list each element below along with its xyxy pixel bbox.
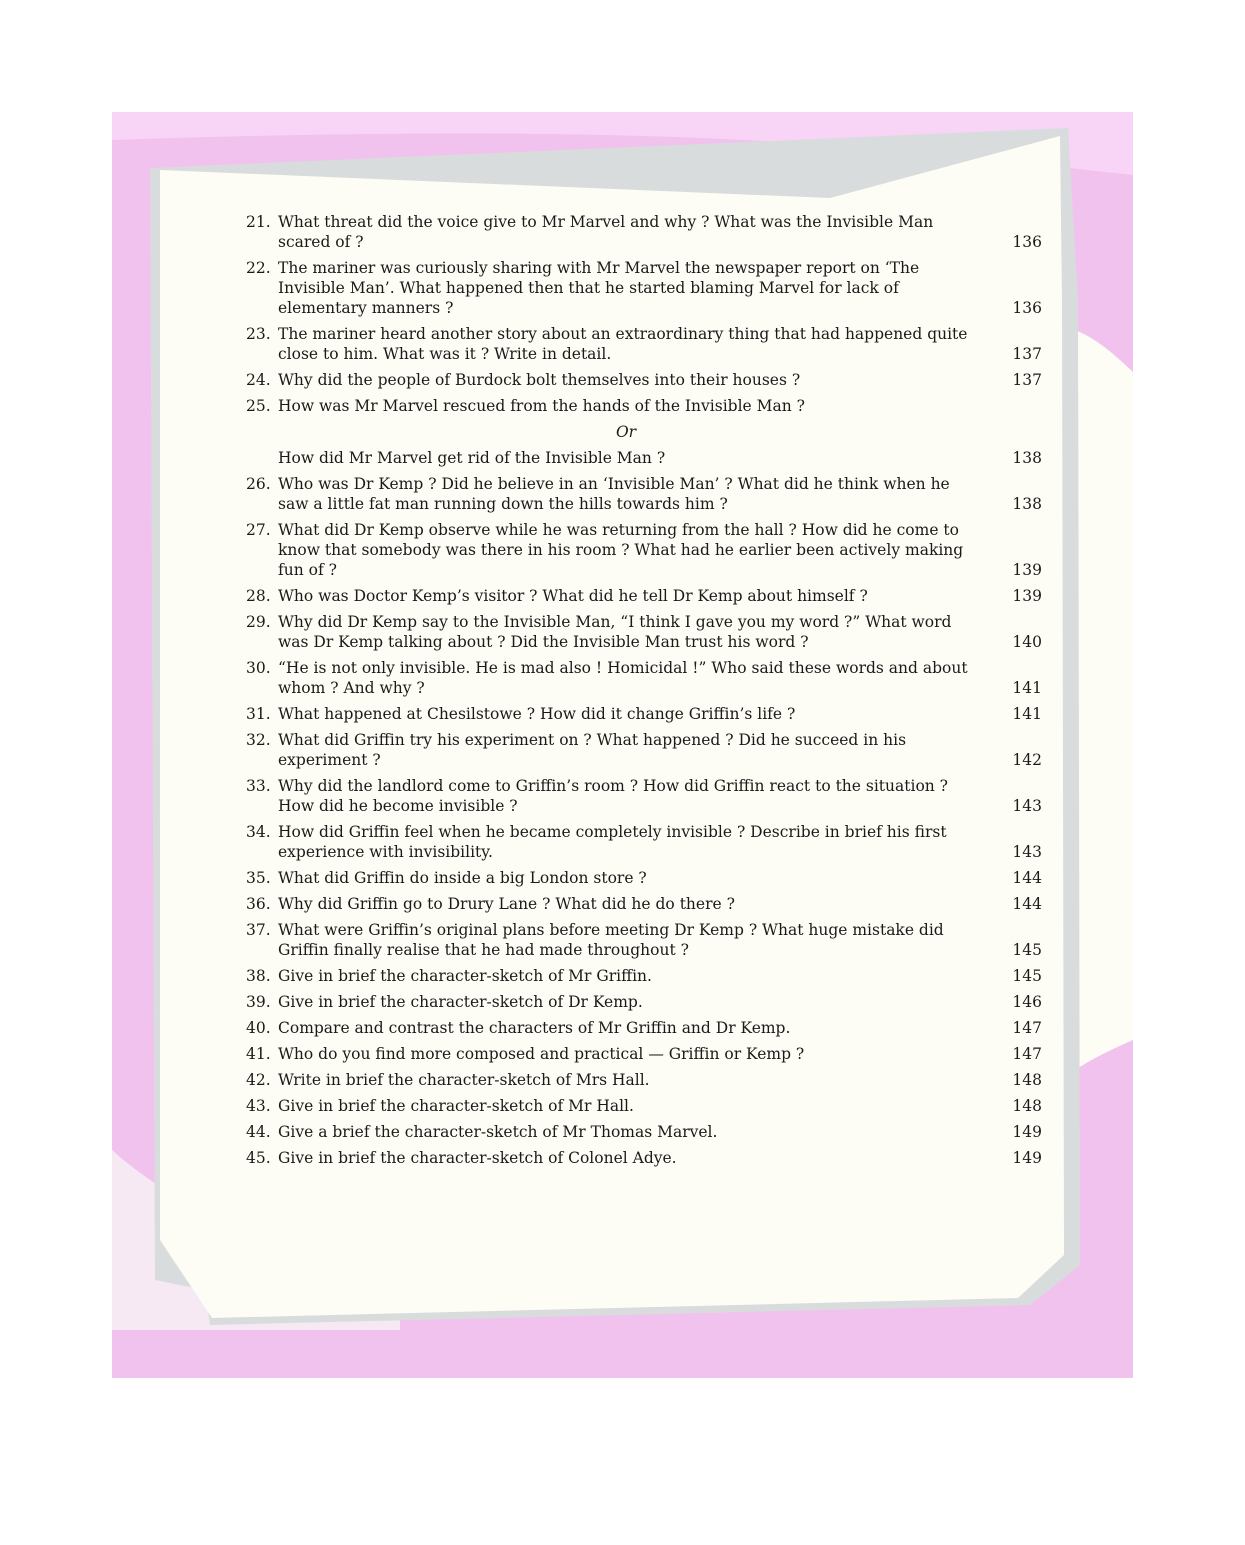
item-page: 139 — [1012, 561, 1042, 579]
item-number: 29. — [246, 613, 271, 631]
item-page: 145 — [1012, 967, 1042, 985]
or-separator: Or — [615, 423, 637, 441]
item-number: 22. — [246, 259, 271, 277]
item-number: 30. — [246, 659, 271, 677]
item-page: 141 — [1012, 705, 1042, 723]
item-text: Give in brief the character-sketch of Dr Kemp. — [278, 993, 643, 1011]
item-text: Why did the landlord come to Griffin’s room ? How did Griffin react to the situation ? How did he become invisible ? — [278, 777, 948, 815]
item-page: 136 — [1012, 299, 1042, 317]
list-item — [246, 658, 1046, 698]
item-text: Give in brief the character-sketch of Mr Griffin. — [278, 967, 652, 985]
list-item — [246, 1044, 1046, 1064]
item-number: 43. — [246, 1097, 271, 1115]
item-text: How did Mr Marvel get rid of the Invisible Man ? — [278, 449, 666, 467]
item-page: 147 — [1012, 1019, 1042, 1037]
list-item — [246, 474, 1046, 514]
item-number: 42. — [246, 1071, 271, 1089]
item-page: 143 — [1012, 797, 1042, 815]
item-text: What did Griffin try his experiment on ? What happened ? Did he succeed in his experiment ? — [278, 731, 907, 769]
item-text: What did Dr Kemp observe while he was returning from the hall ? How did he come to know that somebody was there in his room ? What had he earlier been actively making fun of ? — [278, 521, 964, 579]
item-number: 26. — [246, 475, 271, 493]
list-item — [246, 966, 1046, 986]
item-number: 41. — [246, 1045, 271, 1063]
item-text: Who was Doctor Kemp’s visitor ? What did he tell Dr Kemp about himself ? — [278, 587, 868, 605]
item-text: The mariner heard another story about an extraordinary thing that had happened quite close to him. What was it ? Write in detail. — [278, 325, 968, 363]
item-number: 37. — [246, 921, 271, 939]
item-page: 145 — [1012, 941, 1042, 959]
list-item — [246, 612, 1046, 652]
item-page: 141 — [1012, 679, 1042, 697]
item-page: 149 — [1012, 1123, 1042, 1141]
item-text: What happened at Chesilstowe ? How did it change Griffin’s life ? — [278, 705, 796, 723]
item-number: 33. — [246, 777, 271, 795]
item-text: The mariner was curiously sharing with Mr Marvel the newspaper report on ‘The Invisible Man’. What happened then that he started blaming Marvel for lack of elementary manners ? — [278, 259, 920, 317]
item-page: 144 — [1012, 869, 1042, 887]
list-item — [246, 370, 1046, 390]
item-number: 31. — [246, 705, 271, 723]
list-item — [246, 894, 1046, 914]
item-text: How did Griffin feel when he became completely invisible ? Describe in brief his first experience with invisibility. — [278, 823, 947, 861]
list-item — [246, 704, 1046, 724]
item-page: 139 — [1012, 587, 1042, 605]
list-item — [246, 396, 1046, 416]
item-number: 45. — [246, 1149, 271, 1167]
item-number: 36. — [246, 895, 271, 913]
item-number: 32. — [246, 731, 271, 749]
list-item — [246, 822, 1046, 862]
item-number: 40. — [246, 1019, 271, 1037]
item-page: 143 — [1012, 843, 1042, 861]
item-number: 38. — [246, 967, 271, 985]
list-item — [246, 868, 1046, 888]
item-page: 148 — [1012, 1071, 1042, 1089]
item-number: 21. — [246, 213, 271, 231]
list-item — [246, 992, 1046, 1012]
item-page: 148 — [1012, 1097, 1042, 1115]
item-text: What threat did the voice give to Mr Marvel and why ? What was the Invisible Man scared of ? — [278, 213, 934, 251]
item-text: Who do you find more composed and practical — Griffin or Kemp ? — [278, 1045, 805, 1063]
list-item — [246, 1018, 1046, 1038]
item-number: 25. — [246, 397, 271, 415]
item-text: What were Griffin’s original plans before meeting Dr Kemp ? What huge mistake did Griffin finally realise that he had made throughout ? — [278, 921, 944, 959]
item-text: Give in brief the character-sketch of Colonel Adye. — [278, 1149, 677, 1167]
item-text: Give a brief the character-sketch of Mr Thomas Marvel. — [278, 1123, 718, 1141]
item-number: 44. — [246, 1123, 271, 1141]
item-page: 137 — [1012, 371, 1042, 389]
item-number: 28. — [246, 587, 271, 605]
list-item — [246, 258, 1046, 318]
list-item — [246, 520, 1046, 580]
list-item — [246, 324, 1046, 364]
item-page: 144 — [1012, 895, 1042, 913]
item-page: 138 — [1012, 449, 1042, 467]
questions-list — [246, 212, 1046, 1174]
list-item — [246, 1070, 1046, 1090]
list-item — [246, 586, 1046, 606]
list-item — [246, 776, 1046, 816]
item-page: 142 — [1012, 751, 1042, 769]
item-text: What did Griffin do inside a big London store ? — [278, 869, 647, 887]
item-text: Why did Dr Kemp say to the Invisible Man, “I think I gave you my word ?” What word was Dr Kemp talking about ? Did the Invisible Man trust his word ? — [278, 613, 952, 651]
list-item-25-alternative — [246, 448, 1046, 468]
item-text: Compare and contrast the characters of Mr Griffin and Dr Kemp. — [278, 1019, 791, 1037]
item-text: Give in brief the character-sketch of Mr Hall. — [278, 1097, 634, 1115]
item-number: 23. — [246, 325, 271, 343]
list-item — [246, 730, 1046, 770]
item-page: 147 — [1012, 1045, 1042, 1063]
list-item — [246, 212, 1046, 252]
item-text: Write in brief the character-sketch of Mrs Hall. — [278, 1071, 650, 1089]
item-page: 140 — [1012, 633, 1042, 651]
item-text: Who was Dr Kemp ? Did he believe in an ‘Invisible Man’ ? What did he think when he saw a little fat man running down the hills towards him ? — [278, 475, 950, 513]
item-text: Why did Griffin go to Drury Lane ? What did he do there ? — [278, 895, 735, 913]
list-item — [246, 1122, 1046, 1142]
item-page: 136 — [1012, 233, 1042, 251]
item-number: 39. — [246, 993, 271, 1011]
item-page: 149 — [1012, 1149, 1042, 1167]
item-number: 34. — [246, 823, 271, 841]
item-text: “He is not only invisible. He is mad also ! Homicidal !” Who said these words and about whom ? And why ? — [278, 659, 968, 697]
item-number: 24. — [246, 371, 271, 389]
item-text: Why did the people of Burdock bolt themselves into their houses ? — [278, 371, 801, 389]
item-number: 27. — [246, 521, 271, 539]
list-item — [246, 920, 1046, 960]
item-page: 146 — [1012, 993, 1042, 1011]
item-page: 138 — [1012, 495, 1042, 513]
white-swoosh-right — [1075, 330, 1133, 1070]
list-item — [246, 1096, 1046, 1116]
list-item — [246, 1148, 1046, 1168]
item-page: 137 — [1012, 345, 1042, 363]
item-number: 35. — [246, 869, 271, 887]
item-text: How was Mr Marvel rescued from the hands of the Invisible Man ? — [278, 397, 805, 415]
